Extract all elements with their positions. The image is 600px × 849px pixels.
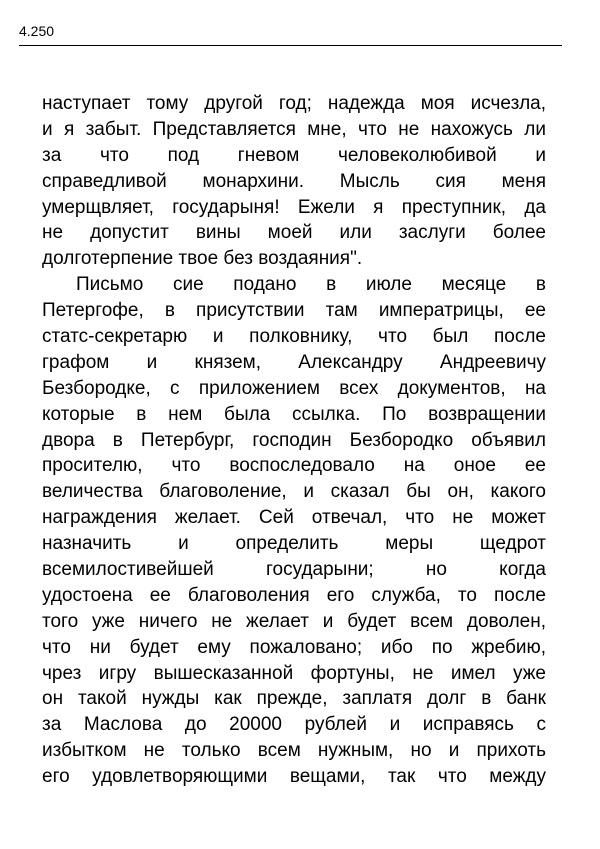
- paragraph-2: [42, 272, 546, 790]
- text-line: справедливой монархини. Мысль сия меня: [42, 170, 546, 192]
- book-text: [42, 91, 546, 790]
- text-line: которые в нем была ссылка. По возвращении: [42, 403, 546, 425]
- text-line: назначить и определить меры щедрот: [42, 533, 546, 555]
- page-number: 4.250: [19, 23, 55, 39]
- text-line: того уже ничего не желает и будет всем доволен,: [42, 610, 546, 632]
- text-line: двора в Петербург, господин Безбородко объявил: [42, 429, 546, 451]
- text-line: удостоена ее благоволения его служба, то после: [42, 584, 546, 606]
- header-divider: [19, 45, 562, 46]
- text-line: избытком не только всем нужным, но и прихоть: [42, 740, 546, 762]
- text-line: величества благоволение, и сказал бы он, какого: [42, 481, 546, 503]
- paragraph-1: [42, 91, 546, 272]
- text-line: просителю, что воспоследовало на оное ее: [42, 455, 546, 477]
- text-line: его удовлетворяющими вещами, так что между: [42, 766, 546, 788]
- text-line: наступает тому другой год; надежда моя исчезла,: [42, 93, 546, 114]
- text-line: и я забыт. Представляется мне, что не нахожусь ли: [42, 118, 546, 140]
- text-line: награждения желает. Сей отвечал, что не может: [42, 507, 546, 529]
- text-line: графом и князем, Александру Андреевичу: [42, 351, 546, 373]
- text-line: всемилостивейшей государыни; но когда: [42, 559, 546, 581]
- text-line: статс-секретарю и полковнику, что был после: [42, 326, 546, 348]
- text-line: долготерпение твое без воздаяния".: [42, 248, 363, 270]
- text-line: чрез игру вышесказанной фортуны, не имел уже: [42, 662, 546, 684]
- text-line: за что под гневом человеколюбивой и: [42, 144, 546, 166]
- text-line: Безбородке, с приложением всех документов, на: [42, 377, 546, 399]
- text-line: Письмо сие подано в июле месяце в: [76, 274, 546, 296]
- text-line: что ни будет ему пожаловано; ибо по жребию,: [42, 636, 546, 658]
- text-line: умерщвляет, государыня! Ежели я преступник, да: [42, 196, 546, 218]
- text-line: он такой нужды как прежде, заплатя долг в банк: [42, 688, 546, 710]
- text-line: Петергофе, в присутствии там императрицы, ее: [42, 300, 546, 322]
- text-line: не допустит вины моей или заслуги более: [42, 222, 546, 244]
- text-line: за Маслова до 20000 рублей и исправясь с: [42, 714, 546, 736]
